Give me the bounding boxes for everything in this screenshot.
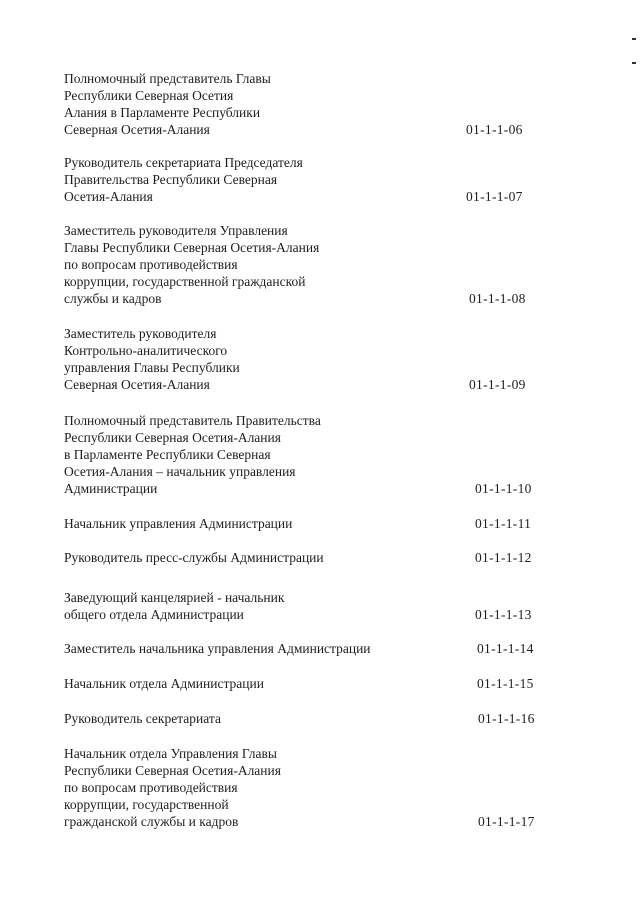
position-title-line: Северная Осетия-Алания <box>64 377 210 392</box>
position-title-line: Заместитель руководителя <box>64 326 217 341</box>
position-code: 01-1-1-07 <box>466 189 523 204</box>
edge-mark <box>632 38 636 40</box>
position-title-line: Начальник отдела Управления Главы <box>64 746 277 761</box>
position-entry <box>64 745 544 830</box>
position-title-line: Руководитель пресс-службы Администрации <box>64 550 324 565</box>
position-code: 01-1-1-14 <box>477 641 534 656</box>
position-entry <box>64 70 544 138</box>
position-title-line: Администрации <box>64 481 158 496</box>
position-title <box>64 412 424 497</box>
position-title-line: Заместитель руководителя Управления <box>64 223 288 238</box>
position-title <box>64 675 424 692</box>
position-title-line: Начальник управления Администрации <box>64 516 293 531</box>
position-title <box>64 515 424 532</box>
position-title-line: Северная Осетия-Алания <box>64 122 210 137</box>
position-title-line: Республики Северная Осетия-Алания <box>64 430 281 445</box>
position-entry <box>64 710 544 727</box>
position-title-line: службы и кадров <box>64 291 162 306</box>
position-entry <box>64 154 544 205</box>
position-code: 01-1-1-08 <box>469 291 526 306</box>
position-code: 01-1-1-17 <box>478 814 535 829</box>
position-entry <box>64 325 544 393</box>
position-entry <box>64 549 544 566</box>
position-code: 01-1-1-11 <box>475 516 532 531</box>
position-code: 01-1-1-13 <box>475 607 532 622</box>
position-title <box>64 70 424 138</box>
position-title-line: управления Главы Республики <box>64 360 240 375</box>
position-entry <box>64 589 544 623</box>
position-title-line: общего отдела Администрации <box>64 607 244 622</box>
position-title-line: коррупции, государственной <box>64 797 229 812</box>
position-title <box>64 222 424 307</box>
position-entry <box>64 640 544 657</box>
position-title-line: в Парламенте Республики Северная <box>64 447 271 462</box>
position-code: 01-1-1-15 <box>477 676 534 691</box>
position-title-line: Контрольно-аналитического <box>64 343 228 358</box>
position-title-line: Руководитель секретариата <box>64 711 221 726</box>
position-title-line: Правительства Республики Северная <box>64 172 278 187</box>
position-title-line: Полномочный представитель Главы <box>64 71 271 86</box>
position-title-line: Руководитель секретариата Председателя <box>64 155 303 170</box>
position-title <box>64 640 424 657</box>
position-title-line: Главы Республики Северная Осетия-Алания <box>64 240 320 255</box>
position-title-line: Республики Северная Осетия-Алания <box>64 763 281 778</box>
position-title <box>64 589 424 623</box>
position-title-line: Осетия-Алания – начальник управления <box>64 464 296 479</box>
position-entry <box>64 515 544 532</box>
position-title-line: по вопросам противодействия <box>64 257 238 272</box>
position-title-line: Начальник отдела Администрации <box>64 676 264 691</box>
position-title <box>64 745 424 830</box>
position-title-line: по вопросам противодействия <box>64 780 238 795</box>
position-title-line: коррупции, государственной гражданской <box>64 274 306 289</box>
position-title <box>64 549 424 566</box>
position-code: 01-1-1-12 <box>475 550 532 565</box>
edge-mark <box>632 62 636 64</box>
position-title-line: Заведующий канцелярией - начальник <box>64 590 285 605</box>
position-code: 01-1-1-16 <box>478 711 535 726</box>
position-title-line: Заместитель начальника управления Администрации <box>64 641 371 656</box>
position-title <box>64 154 424 205</box>
position-title-line: Алания в Парламенте Республики <box>64 105 261 120</box>
position-title <box>64 325 424 393</box>
position-title <box>64 710 424 727</box>
position-entry <box>64 412 544 497</box>
position-code: 01-1-1-10 <box>475 481 532 496</box>
position-title-line: Осетия-Алания <box>64 189 153 204</box>
position-code: 01-1-1-09 <box>469 377 526 392</box>
position-title-line: гражданской службы и кадров <box>64 814 239 829</box>
position-title-line: Полномочный представитель Правительства <box>64 413 321 428</box>
position-entry <box>64 675 544 692</box>
position-entry <box>64 222 544 307</box>
position-title-line: Республики Северная Осетия <box>64 88 234 103</box>
position-code: 01-1-1-06 <box>466 122 523 137</box>
